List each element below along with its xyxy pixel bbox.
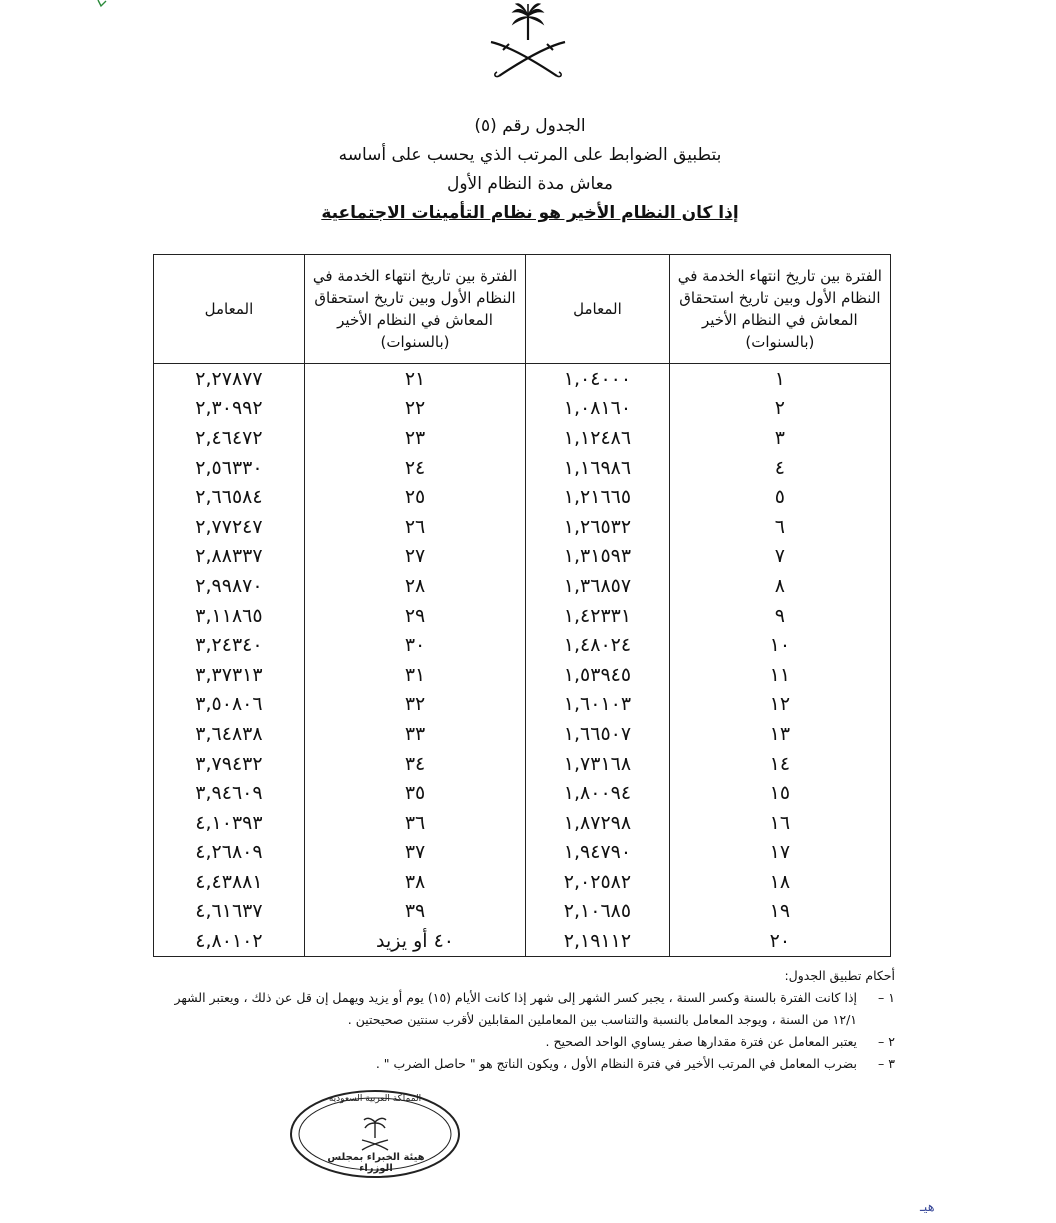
- period-cell: ٢١: [304, 364, 525, 394]
- factor-cell: ٣,٢٤٣٤٠: [154, 630, 305, 660]
- factor-cell: ٢,٦٦٥٨٤: [154, 482, 305, 512]
- table-row: [154, 749, 891, 779]
- period-cell: ٦: [669, 512, 890, 542]
- rule-number: ٢ –: [878, 1034, 895, 1049]
- period-cell: ٣٩: [304, 897, 525, 927]
- factor-cell: ٢,٢٧٨٧٧: [154, 364, 305, 394]
- factor-cell: ١,٣٦٨٥٧: [526, 571, 670, 601]
- table-row: [154, 719, 891, 749]
- period-cell: ٢٦: [304, 512, 525, 542]
- period-cell: ٧: [669, 542, 890, 572]
- factor-cell: ١,٤٨٠٢٤: [526, 630, 670, 660]
- factor-cell: ١,٦٠١٠٣: [526, 690, 670, 720]
- period-cell: ٥: [669, 482, 890, 512]
- period-cell: ١٠: [669, 630, 890, 660]
- factor-cell: ٤,١٠٣٩٣: [154, 808, 305, 838]
- factor-cell: ١,٠٤٠٠٠: [526, 364, 670, 394]
- footer-mark: هيـ: [920, 1200, 935, 1215]
- table-row: [154, 926, 891, 956]
- header-period-2: الفترة بين تاريخ انتهاء الخدمة في النظام الأول وبين تاريخ استحقاق المعاش في النظام الأخير (بالسنوات): [304, 255, 525, 364]
- table-row: [154, 482, 891, 512]
- period-cell: ٣٠: [304, 630, 525, 660]
- factor-cell: ١,٢٦٥٣٢: [526, 512, 670, 542]
- factor-cell: ٣,١١٨٦٥: [154, 601, 305, 631]
- table-row: [154, 778, 891, 808]
- factor-cell: ١,٧٣١٦٨: [526, 749, 670, 779]
- table-row: [154, 364, 891, 394]
- table-row: [154, 542, 891, 572]
- factor-cell: ١,٤٢٣٣١: [526, 601, 670, 631]
- header-period-1: الفترة بين تاريخ انتهاء الخدمة في النظام الأول وبين تاريخ استحقاق المعاش في النظام الأخير (بالسنوات): [669, 255, 890, 364]
- period-cell: ١٦: [669, 808, 890, 838]
- period-cell: ١٥: [669, 778, 890, 808]
- table-row: [154, 571, 891, 601]
- factor-cell: ١,٥٣٩٤٥: [526, 660, 670, 690]
- rule-item: [150, 1053, 895, 1075]
- factor-cell: ٢,٧٧٢٤٧: [154, 512, 305, 542]
- rule-text: يعتبر المعامل عن فترة مقدارها صفر يساوي الواحد الصحيح .: [545, 1034, 857, 1049]
- application-rules: [150, 965, 895, 1075]
- factor-cell: ٣,٩٤٦٠٩: [154, 778, 305, 808]
- table-row: [154, 512, 891, 542]
- period-cell: ٣٨: [304, 867, 525, 897]
- period-cell: ٤: [669, 453, 890, 483]
- factor-cell: ٢,١٩١١٢: [526, 926, 670, 956]
- rules-title: أحكام تطبيق الجدول:: [784, 968, 895, 983]
- period-cell: ١٢: [669, 690, 890, 720]
- factor-cell: ٤,٤٣٨٨١: [154, 867, 305, 897]
- header-factor-2: المعامل: [154, 255, 305, 364]
- corner-mark: [97, 0, 115, 8]
- table-row: [154, 394, 891, 424]
- table-row: [154, 838, 891, 868]
- period-cell: ٣٢: [304, 690, 525, 720]
- factor-cell: ٢,٥٦٣٣٠: [154, 453, 305, 483]
- factor-cell: ١,٩٤٧٩٠: [526, 838, 670, 868]
- period-cell: ٣٥: [304, 778, 525, 808]
- table-body: [154, 364, 891, 957]
- rule-text: إذا كانت الفترة بالسنة وكسر السنة ، يجبر كسر الشهر إلى شهر إذا كانت الأيام (١٥) يوم أو يزيد ويهمل إن قل عن ذلك ، ويعتبر الشهر ١٢/١ من السنة ، ويوجد المعامل بالنسبة والتناسب بين المعاملين المقابلين لأقرب سنتين صحيحتين .: [174, 990, 857, 1027]
- factor-cell: ١,٨٧٢٩٨: [526, 808, 670, 838]
- table-header-row: [154, 255, 891, 364]
- period-cell: ١٧: [669, 838, 890, 868]
- period-cell: ٢٤: [304, 453, 525, 483]
- factor-cell: ٢,٤٦٤٧٢: [154, 423, 305, 453]
- factor-cell: ٣,٥٠٨٠٦: [154, 690, 305, 720]
- factor-cell: ٤,٦١٦٣٧: [154, 897, 305, 927]
- header-subtitle-2: معاش مدة النظام الأول: [446, 174, 614, 194]
- period-cell: ٢٥: [304, 482, 525, 512]
- period-cell: ٩: [669, 601, 890, 631]
- period-cell: ١٣: [669, 719, 890, 749]
- factor-cell: ٢,٩٩٨٧٠: [154, 571, 305, 601]
- period-cell: ٢٠: [669, 926, 890, 956]
- factor-cell: ١,١٢٤٨٦: [526, 423, 670, 453]
- table-row: [154, 660, 891, 690]
- period-cell: ١١: [669, 660, 890, 690]
- factor-cell: ٢,٣٠٩٩٢: [154, 394, 305, 424]
- period-cell: ٤٠ أو يزيد: [304, 926, 525, 956]
- period-cell: ٢٢: [304, 394, 525, 424]
- period-cell: ١٩: [669, 897, 890, 927]
- factor-cell: ٤,٢٦٨٠٩: [154, 838, 305, 868]
- factor-cell: ٢,٨٨٣٣٧: [154, 542, 305, 572]
- table-row: [154, 423, 891, 453]
- period-cell: ٢٣: [304, 423, 525, 453]
- table-row: [154, 897, 891, 927]
- period-cell: ١٤: [669, 749, 890, 779]
- factor-cell: ١,٠٨١٦٠: [526, 394, 670, 424]
- factor-table: [153, 254, 891, 957]
- period-cell: ١: [669, 364, 890, 394]
- stamp-bottom-text: هيئة الخبراء بمجلس الوزراء: [327, 1152, 425, 1174]
- table-row: [154, 808, 891, 838]
- period-cell: ٣٧: [304, 838, 525, 868]
- palm-swords-emblem-icon: [483, 2, 573, 82]
- header-subtitle-1: بتطبيق الضوابط على المرتب الذي يحسب على أساسه: [338, 145, 722, 165]
- period-cell: ٣٣: [304, 719, 525, 749]
- period-cell: ٨: [669, 571, 890, 601]
- period-cell: ٣٤: [304, 749, 525, 779]
- factor-cell: ١,٢١٦٦٥: [526, 482, 670, 512]
- factor-cell: ٢,٠٢٥٨٢: [526, 867, 670, 897]
- rule-item: [150, 1031, 895, 1053]
- period-cell: ٢٨: [304, 571, 525, 601]
- factor-cell: ١,١٦٩٨٦: [526, 453, 670, 483]
- factor-cell: ٣,٣٧٣١٣: [154, 660, 305, 690]
- factor-cell: ٤,٨٠١٠٢: [154, 926, 305, 956]
- factor-cell: ٣,٦٤٨٣٨: [154, 719, 305, 749]
- factor-cell: ١,٨٠٠٩٤: [526, 778, 670, 808]
- period-cell: ٢٧: [304, 542, 525, 572]
- rule-text: بضرب المعامل في المرتب الأخير في فترة النظام الأول ، ويكون الناتج هو " حاصل الضرب " .: [375, 1056, 857, 1071]
- table-row: [154, 453, 891, 483]
- header-factor-1: المعامل: [526, 255, 670, 364]
- rule-item: [150, 987, 895, 1031]
- rule-number: ١ –: [878, 990, 895, 1005]
- factor-cell: ١,٦٦٥٠٧: [526, 719, 670, 749]
- period-cell: ٢: [669, 394, 890, 424]
- stamp-top-text: المملكة العربية السعودية: [328, 1094, 422, 1104]
- header-subtitle-underlined: إذا كان النظام الأخير هو نظام التأمينات الاجتماعية: [321, 203, 739, 223]
- factor-cell: ٢,١٠٦٨٥: [526, 897, 670, 927]
- period-cell: ٢٩: [304, 601, 525, 631]
- table-row: [154, 601, 891, 631]
- table-row: [154, 690, 891, 720]
- period-cell: ١٨: [669, 867, 890, 897]
- table-row: [154, 867, 891, 897]
- table-number-title: الجدول رقم (٥): [474, 116, 586, 136]
- period-cell: ٣: [669, 423, 890, 453]
- table-row: [154, 630, 891, 660]
- rule-number: ٣ –: [878, 1056, 895, 1071]
- period-cell: ٣١: [304, 660, 525, 690]
- factor-cell: ١,٣١٥٩٣: [526, 542, 670, 572]
- document-header: [150, 112, 910, 228]
- factor-cell: ٣,٧٩٤٣٢: [154, 749, 305, 779]
- period-cell: ٣٦: [304, 808, 525, 838]
